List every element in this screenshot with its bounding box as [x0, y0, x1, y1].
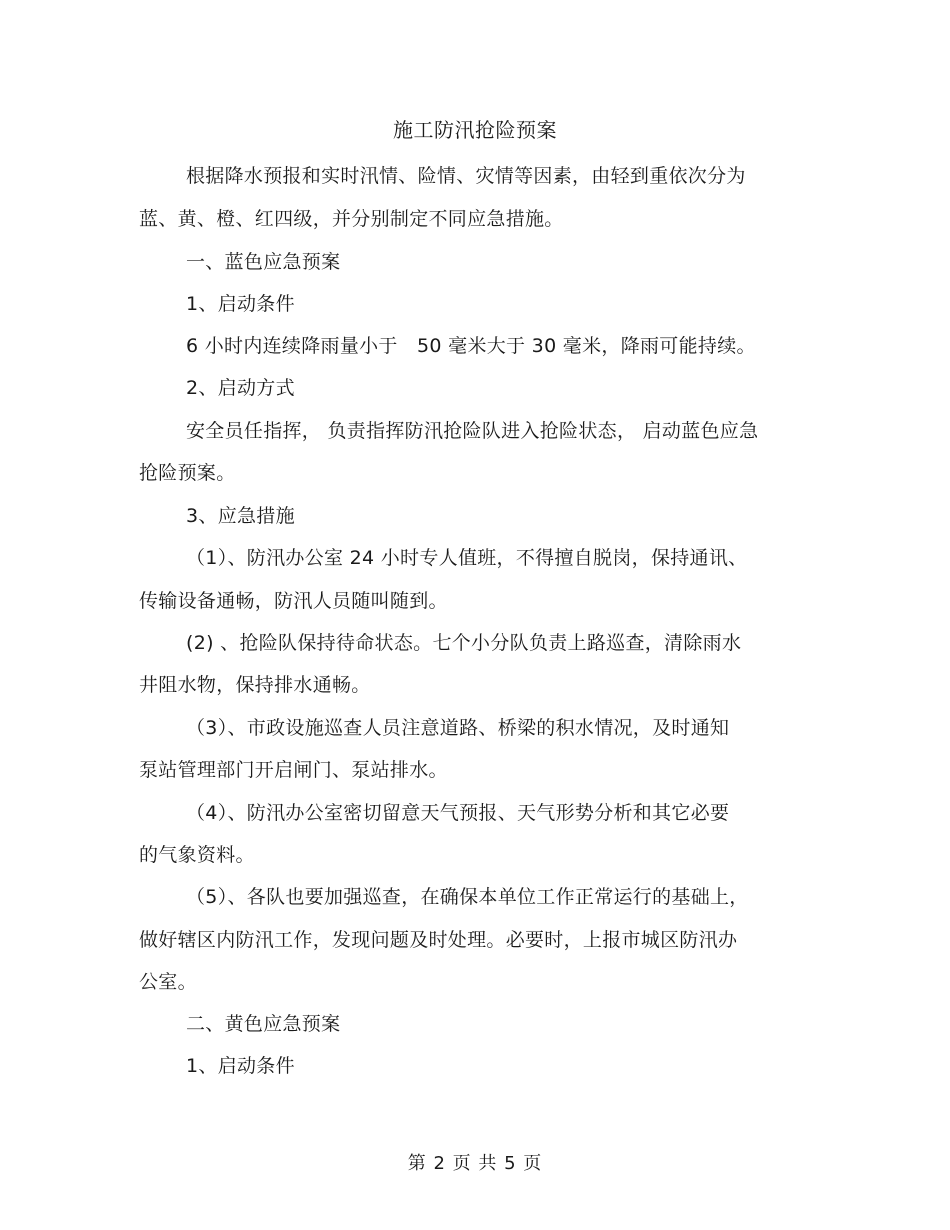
paragraph-line: 6 小时内连续降雨量小于 50 毫米大于 30 毫米，降雨可能持续。: [186, 335, 756, 357]
list-item-line: （5）、各队也要加强巡查，在确保本单位工作正常运行的基础上，: [186, 886, 749, 908]
list-item-line: (2) 、抢险队保持待命状态。七个小分队负责上路巡查，清除雨水: [186, 632, 742, 654]
list-item-line: 井阻水物，保持排水通畅。: [139, 674, 371, 696]
page-number-footer: 第 2 页 共 5 页: [407, 1153, 543, 1174]
list-item-line: （4）、防汛办公室密切留意天气预报、天气形势分析和其它必要: [186, 802, 730, 824]
section-heading: 一、蓝色应急预案: [186, 251, 341, 273]
paragraph-line: 安全员任指挥， 负责指挥防汛抢险队进入抢险状态， 启动蓝色应急: [186, 420, 759, 442]
list-item-line: 的气象资料。: [139, 844, 255, 866]
document-title: 施工防汛抢险预案: [393, 118, 557, 142]
list-item-line: （3）、市政设施巡查人员注意道路、桥梁的积水情况，及时通知: [186, 717, 730, 739]
list-item-line: 传输设备通畅，防汛人员随叫随到。: [139, 590, 448, 612]
subsection-heading: 3、应急措施: [186, 505, 295, 527]
list-item-line: 泵站管理部门开启闸门、泵站排水。: [139, 759, 448, 781]
paragraph-line: 根据降水预报和实时汛情、险情、灾情等因素，由轻到重依次分为: [186, 165, 746, 187]
subsection-heading: 2、启动方式: [186, 377, 295, 399]
paragraph-line: 蓝、黄、橙、红四级，并分别制定不同应急措施。: [139, 208, 564, 230]
list-item-line: （1）、防汛办公室 24 小时专人值班，不得擅自脱岗，保持通讯、: [186, 547, 748, 569]
list-item-line: 做好辖区内防汛工作，发现问题及时处理。必要时，上报市城区防汛办: [139, 929, 738, 951]
subsection-heading: 1、启动条件: [186, 293, 295, 315]
list-item-line: 公室。: [139, 971, 197, 993]
paragraph-line: 抢险预案。: [139, 462, 236, 484]
subsection-heading: 1、启动条件: [186, 1055, 295, 1077]
section-heading: 二、黄色应急预案: [186, 1013, 341, 1035]
